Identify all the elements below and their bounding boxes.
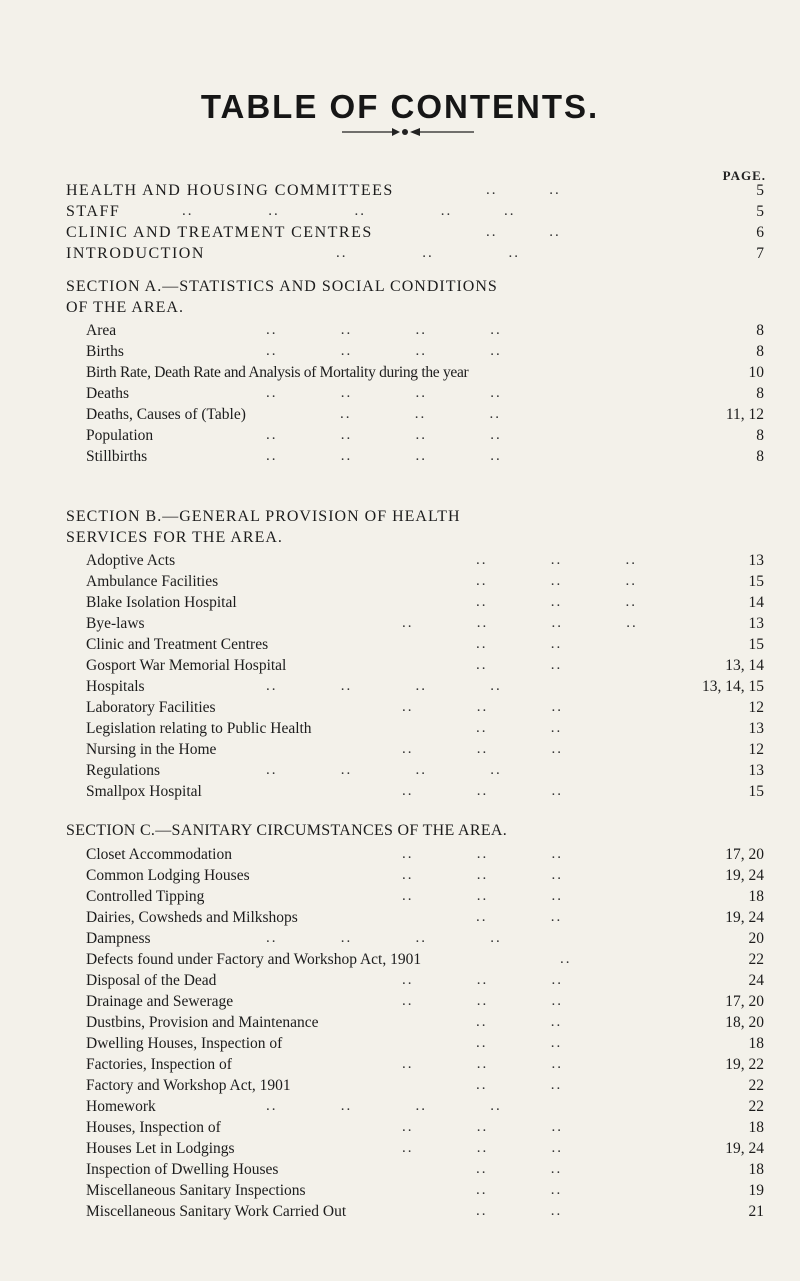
ornament-divider-icon (342, 125, 474, 139)
leader-dots: .. .. .. (402, 993, 563, 1009)
toc-entry (0, 1075, 800, 1096)
section-a-heading (66, 276, 626, 318)
toc-entry-page: 12 (748, 741, 764, 758)
toc-entry-page: 8 (756, 385, 764, 402)
leader-dots: .. .. .. (402, 867, 563, 883)
toc-entry-label: Homework (86, 1098, 156, 1115)
toc-entry (0, 243, 800, 264)
toc-entry-label: Closet Accommodation (86, 846, 232, 863)
toc-entry-page: 18 (748, 1035, 764, 1052)
leader-dots: .. .. .. .. (266, 343, 502, 359)
leader-dots: .. .. .. (340, 406, 501, 422)
toc-entry-label: Factories, Inspection of (86, 1056, 232, 1073)
toc-entry-page: 19, 22 (725, 1056, 764, 1073)
toc-entry-page: 19 (748, 1182, 764, 1199)
section-c-entries (0, 844, 800, 1222)
toc-entry (0, 886, 800, 907)
toc-entry-page: 8 (756, 322, 764, 339)
toc-entry (0, 1180, 800, 1201)
toc-entry-label: Factory and Workshop Act, 1901 (86, 1077, 291, 1094)
leader-dots: .. .. .. .. (266, 427, 502, 443)
toc-entry-page: 13 (748, 615, 764, 632)
toc-entry (0, 865, 800, 886)
toc-entry-page: 15 (748, 636, 764, 653)
toc-entry-label: STAFF (66, 203, 121, 220)
toc-entry-page: 24 (748, 972, 764, 989)
toc-entry-page: 22 (748, 1077, 764, 1094)
toc-entry-label: Birth Rate, Death Rate and Analysis of Mortality during the year (86, 364, 469, 381)
toc-entry-label: Ambulance Facilities (86, 573, 219, 590)
leader-dots: .. .. (476, 1161, 563, 1177)
toc-entry-page: 22 (748, 951, 764, 968)
leader-dots: .. .. (476, 1014, 563, 1030)
leader-dots: .. .. .. (476, 573, 637, 589)
leader-dots: .. .. .. (476, 552, 637, 568)
toc-entry (0, 222, 800, 243)
section-heading-line: SECTION C.—SANITARY CIRCUMSTANCES OF THE AREA. (66, 822, 508, 839)
leader-dots: .. .. (476, 1035, 563, 1051)
leader-dots: .. .. .. (402, 1119, 563, 1135)
leader-dots: .. .. .. .. (402, 615, 638, 631)
toc-entry-page: 5 (756, 203, 764, 220)
toc-entry (0, 970, 800, 991)
toc-entry-page: 13, 14, 15 (702, 678, 764, 695)
toc-entry-label: Miscellaneous Sanitary Inspections (86, 1182, 306, 1199)
toc-entry (0, 760, 800, 781)
leader-dots: .. .. .. (402, 1140, 563, 1156)
toc-entry (0, 446, 800, 467)
toc-entry-page: 18 (748, 888, 764, 905)
leader-dots: .. .. .. .. (266, 1098, 502, 1114)
leader-dots: .. .. (476, 720, 563, 736)
section-heading-line: OF THE AREA. (66, 299, 184, 316)
leader-dots: .. .. .. (402, 846, 563, 862)
toc-entry-page: 18 (748, 1161, 764, 1178)
toc-entry-page: 19, 24 (725, 909, 764, 926)
section-c-heading (66, 820, 686, 841)
toc-entry-page: 18, 20 (725, 1014, 764, 1031)
toc-entry-page: 20 (748, 930, 764, 947)
toc-entry-label: Stillbirths (86, 448, 148, 465)
toc-entry (0, 907, 800, 928)
toc-entry-page: 15 (748, 783, 764, 800)
toc-entry-page: 22 (748, 1098, 764, 1115)
toc-entry-label: Inspection of Dwelling Houses (86, 1161, 279, 1178)
leader-dots: .. .. .. .. (266, 385, 502, 401)
toc-entry-label: Dustbins, Provision and Maintenance (86, 1014, 319, 1031)
section-b-heading (66, 506, 626, 548)
page-title: TABLE OF CONTENTS. (200, 88, 600, 125)
toc-entry-label: Legislation relating to Public Health (86, 720, 312, 737)
toc-entry-page: 17, 20 (725, 993, 764, 1010)
toc-entry-label: Miscellaneous Sanitary Work Carried Out (86, 1203, 347, 1220)
toc-entry-page: 19, 24 (725, 867, 764, 884)
toc-entry (0, 1201, 800, 1222)
section-heading-line: SECTION B.—GENERAL PROVISION OF HEALTH (66, 508, 461, 525)
toc-entry (0, 592, 800, 613)
toc-entry (0, 341, 800, 362)
toc-entry-page: 17, 20 (725, 846, 764, 863)
toc-entry (0, 383, 800, 404)
toc-entry-label: Drainage and Sewerage (86, 993, 234, 1010)
leader-dots: .. .. .. (402, 783, 563, 799)
toc-entry-label: Dampness (86, 930, 151, 947)
toc-entry-label: HEALTH AND HOUSING COMMITTEES (66, 182, 394, 199)
toc-entry (0, 362, 800, 383)
leader-dots: .. .. .. (402, 972, 563, 988)
toc-entry-label: Disposal of the Dead (86, 972, 217, 989)
toc-entry (0, 781, 800, 802)
toc-entry-page: 7 (756, 245, 764, 262)
leader-dots: .. (560, 951, 572, 967)
toc-entry-label: Dwelling Houses, Inspection of (86, 1035, 283, 1052)
toc-entry (0, 1012, 800, 1033)
toc-entry-label: Deaths (86, 385, 130, 402)
toc-entry-page: 14 (748, 594, 764, 611)
leader-dots: .. .. (476, 1203, 563, 1219)
toc-entry (0, 404, 800, 425)
toc-entry (0, 1117, 800, 1138)
toc-entry (0, 1096, 800, 1117)
toc-entry (0, 571, 800, 592)
toc-entry-page: 5 (756, 182, 764, 199)
toc-entry (0, 320, 800, 341)
toc-entry (0, 928, 800, 949)
toc-entry-page: 8 (756, 343, 764, 360)
leader-dots: .. .. .. .. (266, 930, 502, 946)
toc-entry (0, 1033, 800, 1054)
section-heading-line: SECTION A.—STATISTICS AND SOCIAL CONDITIONS (66, 278, 498, 295)
toc-entry-label: Laboratory Facilities (86, 699, 216, 716)
toc-entry (0, 655, 800, 676)
toc-entry-label: Houses, Inspection of (86, 1119, 221, 1136)
leader-dots: .. .. (486, 182, 561, 198)
leader-dots: .. .. .. (402, 741, 563, 757)
leader-dots: .. .. .. (402, 1056, 563, 1072)
section-heading-line: SERVICES FOR THE AREA. (66, 529, 283, 546)
top-entries (0, 180, 800, 264)
toc-entry (0, 201, 800, 222)
toc-entry-page: 13 (748, 762, 764, 779)
toc-entry-label: Smallpox Hospital (86, 783, 202, 800)
toc-entry-label: INTRODUCTION (66, 245, 205, 262)
leader-dots: .. .. (476, 1077, 563, 1093)
toc-entry (0, 949, 800, 970)
leader-dots: .. .. (476, 1182, 563, 1198)
toc-entry-label: Houses Let in Lodgings (86, 1140, 235, 1157)
toc-entry-page: 12 (748, 699, 764, 716)
leader-dots: .. .. .. .. (266, 678, 502, 694)
toc-entry-page: 8 (756, 427, 764, 444)
toc-entry-page: 11, 12 (725, 406, 764, 423)
toc-entry-label: Hospitals (86, 678, 145, 695)
toc-entry-label: Common Lodging Houses (86, 867, 250, 884)
leader-dots: .. .. .. (476, 594, 637, 610)
toc-entry-label: Clinic and Treatment Centres (86, 636, 269, 653)
toc-entry-label: Dairies, Cowsheds and Milkshops (86, 909, 298, 926)
leader-dots: .. .. .. .. (266, 762, 502, 778)
toc-entry-label: Births (86, 343, 124, 360)
toc-entry-page: 10 (748, 364, 764, 381)
leader-dots: .. .. (476, 636, 563, 652)
toc-entry-label: Deaths, Causes of (Table) (86, 406, 246, 423)
page-column-heading: PAGE. (722, 168, 766, 183)
toc-entry-page: 19, 24 (725, 1140, 764, 1157)
toc-entry-label: Population (86, 427, 154, 444)
toc-entry (0, 1159, 800, 1180)
leader-dots: .. .. .. .. (266, 448, 502, 464)
leader-dots: .. .. .. .. .. (182, 203, 516, 219)
section-b-entries (0, 550, 800, 802)
toc-entry-label: Adoptive Acts (86, 552, 176, 569)
toc-entry (0, 550, 800, 571)
toc-entry-label: Area (86, 322, 117, 339)
toc-entry-page: 21 (748, 1203, 764, 1220)
toc-entry-label: Regulations (86, 762, 161, 779)
toc-entry (0, 180, 800, 201)
toc-entry-page: 13, 14 (725, 657, 764, 674)
toc-entry-page: 18 (748, 1119, 764, 1136)
leader-dots: .. .. .. (336, 245, 520, 261)
leader-dots: .. .. .. (402, 888, 563, 904)
leader-dots: .. .. (486, 224, 561, 240)
toc-entry (0, 697, 800, 718)
toc-entry-page: 6 (756, 224, 764, 241)
toc-entry (0, 844, 800, 865)
toc-entry-page: 13 (748, 552, 764, 569)
toc-entry-label: Defects found under Factory and Workshop Act, 1901 (86, 951, 422, 968)
toc-entry (0, 613, 800, 634)
leader-dots: .. .. (476, 909, 563, 925)
toc-entry-label: Bye-laws (86, 615, 145, 632)
toc-entry (0, 739, 800, 760)
toc-entry-label: Gosport War Memorial Hospital (86, 657, 287, 674)
toc-entry-label: Blake Isolation Hospital (86, 594, 237, 611)
section-a-entries (0, 320, 800, 467)
leader-dots: .. .. .. (402, 699, 563, 715)
leader-dots: .. .. .. .. (266, 322, 502, 338)
toc-entry (0, 1054, 800, 1075)
toc-entry-page: 8 (756, 448, 764, 465)
toc-entry (0, 1138, 800, 1159)
leader-dots: .. .. (476, 657, 563, 673)
toc-entry (0, 425, 800, 446)
toc-entry-page: 15 (748, 573, 764, 590)
toc-entry-page: 13 (748, 720, 764, 737)
toc-entry-label: Nursing in the Home (86, 741, 217, 758)
toc-entry (0, 718, 800, 739)
toc-entry (0, 676, 800, 697)
toc-entry-label: CLINIC AND TREATMENT CENTRES (66, 224, 373, 241)
toc-entry (0, 991, 800, 1012)
toc-entry (0, 634, 800, 655)
toc-entry-label: Controlled Tipping (86, 888, 205, 905)
